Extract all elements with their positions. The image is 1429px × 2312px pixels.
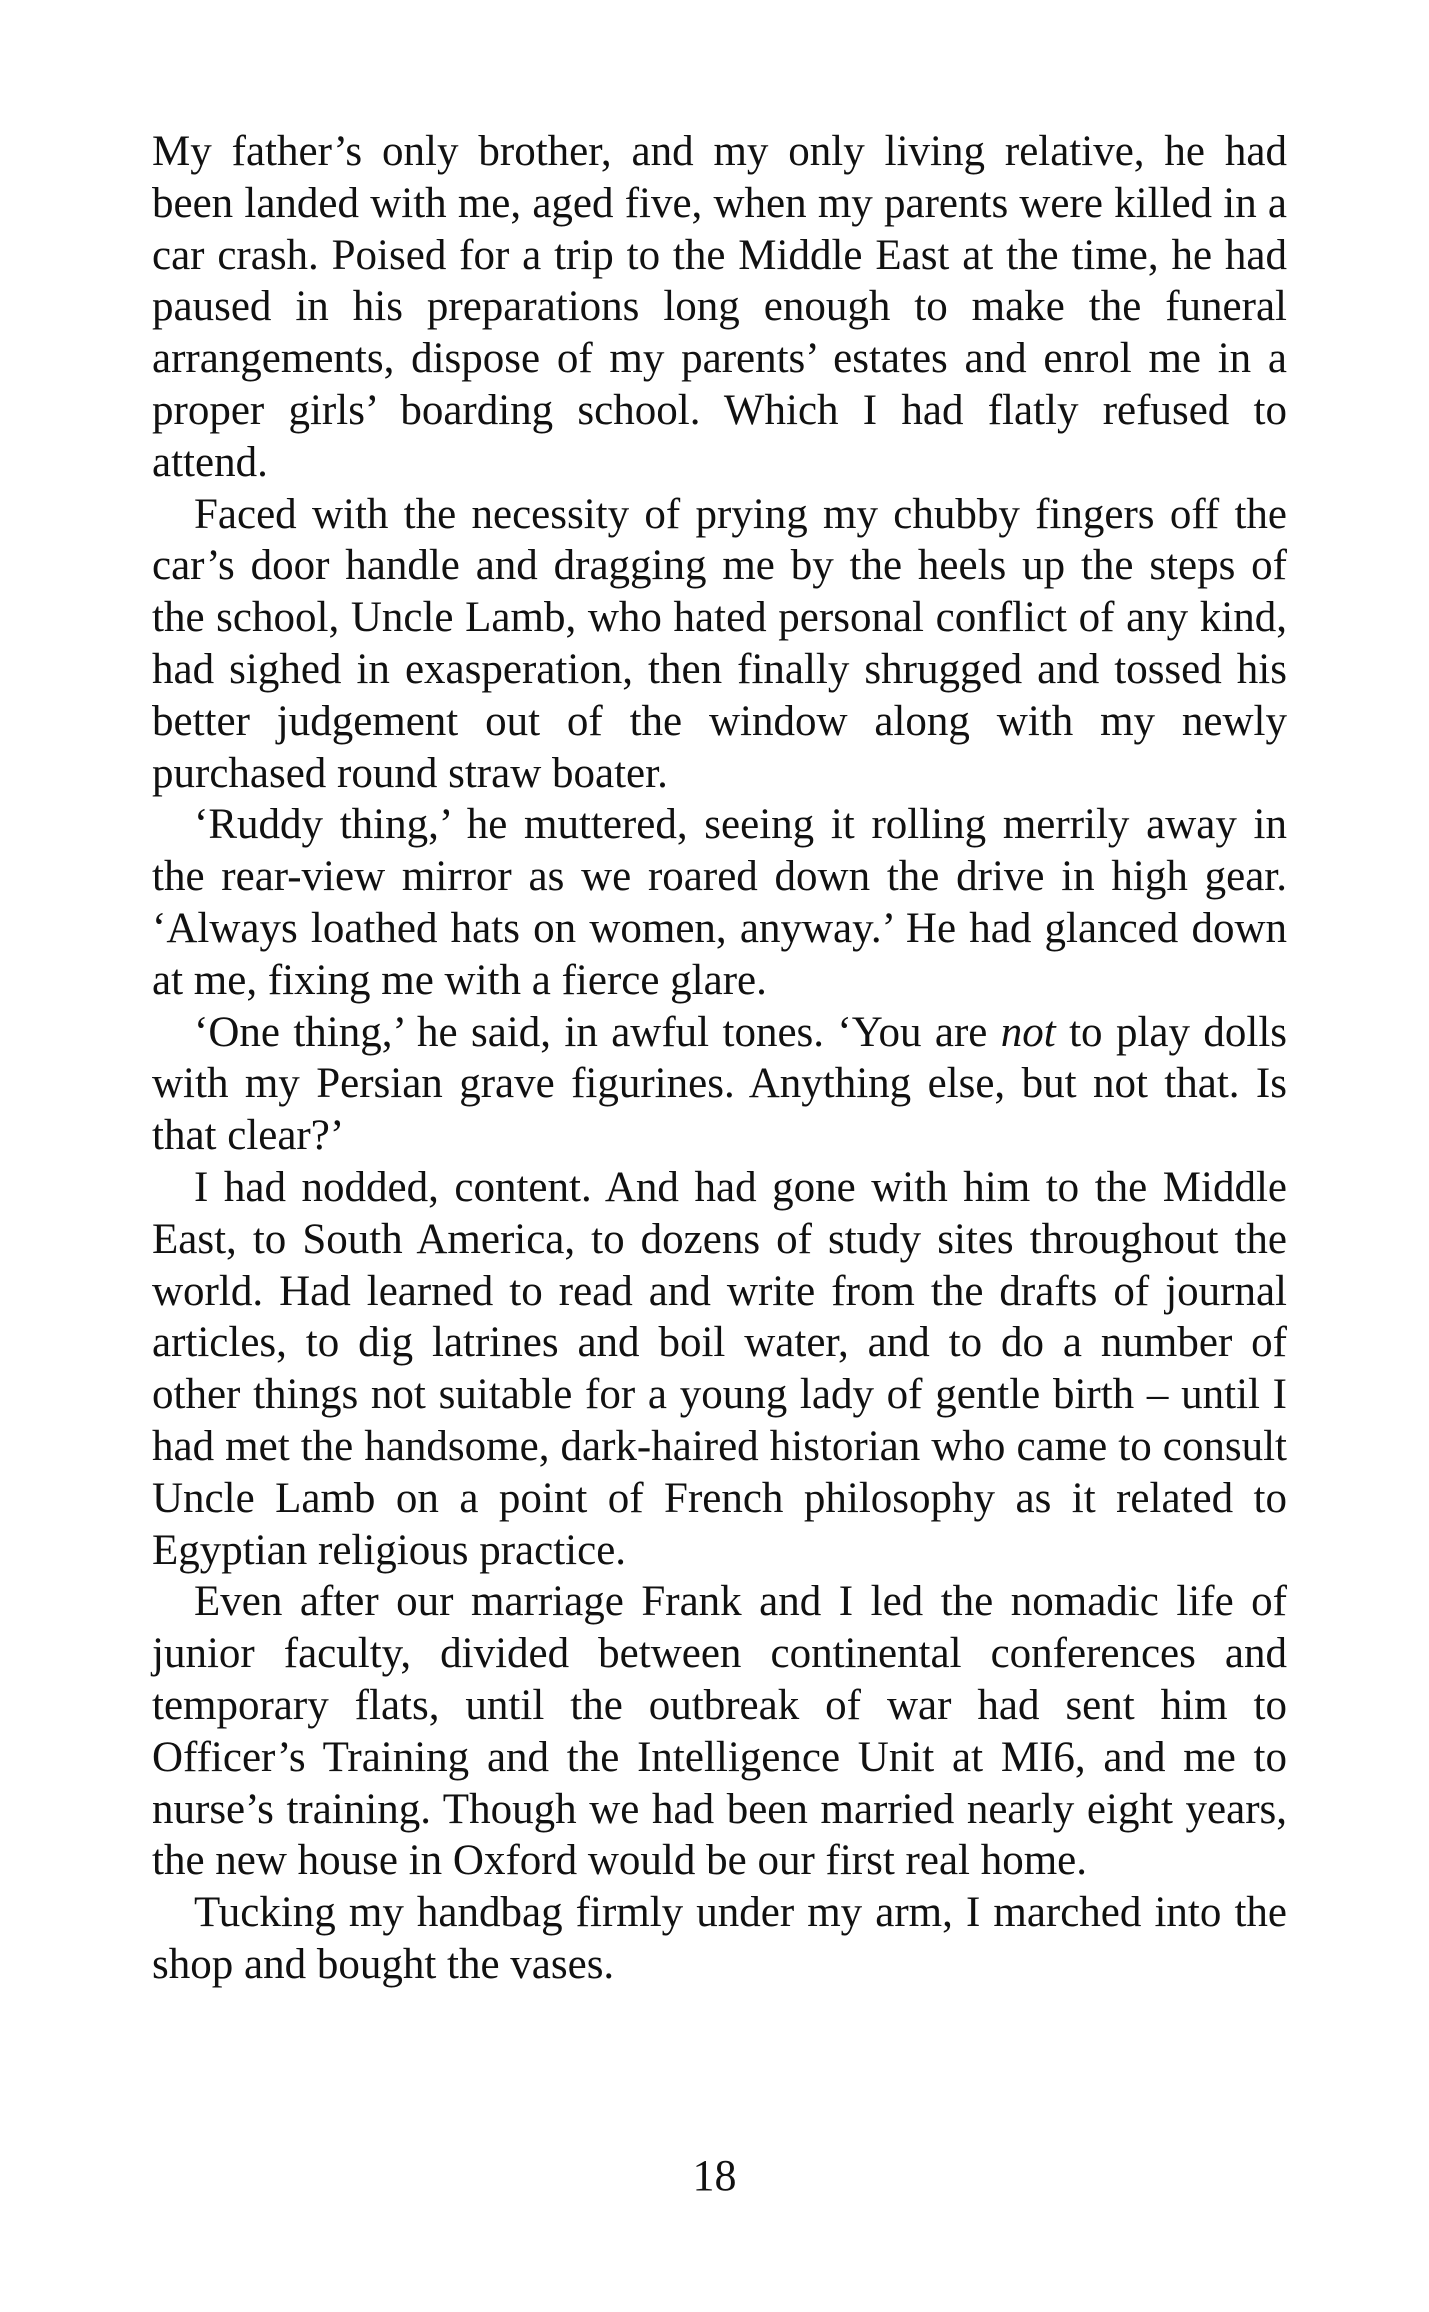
- paragraph-4-after: to play dolls with my Persian grave figurines. Anything else, but not that. Is that clear?’: [152, 1008, 1287, 1160]
- paragraph-5: I had nodded, content. And had gone with him to the Middle East, to South America, to dozens of study sites throughout the world. Had learned to read and write from the drafts of journal articles, to dig latrines and boil water, and to do a number of other things not suitable for a young lady of gentle birth – until I had met the handsome, dark-haired historian who came to consult Uncle Lamb on a point of French philosophy as it related to Egyptian religious practice.: [152, 1163, 1287, 1574]
- paragraph-7: Tucking my handbag firmly under my arm, I marched into the shop and bought the vases.: [152, 1889, 1287, 1988]
- body-text: [152, 126, 1287, 1991]
- paragraph-4: [152, 1007, 1287, 1162]
- paragraph-3: ‘Ruddy thing,’ he muttered, seeing it rolling merrily away in the rear-view mirror as we roared down the drive in high gear. ‘Always loathed hats on women, anyway.’ He had glanced down at me, fixing me with a fierce glare.: [152, 801, 1287, 1004]
- paragraph-6: Even after our marriage Frank and I led the nomadic life of junior faculty, divided between continental conferences and temporary flats, until the outbreak of war had sent him to Officer’s Training and the Intelligence Unit at MI6, and me to nurse’s training. Though we had been married nearly eight years, the new house in Oxford would be our first real home.: [152, 1578, 1287, 1885]
- paragraph-4-emphasis: not: [1000, 1008, 1056, 1056]
- page-number: 18: [692, 2151, 737, 2200]
- paragraph-1: My father’s only brother, and my only living relative, he had been landed with me, aged five, when my parents were killed in a car crash. Poised for a trip to the Middle East at the time, he had paused in his preparations long enough to make the funeral arrangements, dispose of my parents’ estates and enrol me in a proper girls’ boarding school. Which I had flatly refused to attend.: [152, 128, 1287, 486]
- paragraph-2: Faced with the necessity of prying my chubby fingers off the car’s door handle and dragging me by the heels up the steps of the school, Uncle Lamb, who hated personal conflict of any kind, had sighed in exasperation, then finally shrugged and tossed his better judgement out of the window along with my newly purchased round straw boater.: [152, 490, 1287, 797]
- paragraph-4-before: ‘One thing,’ he said, in awful tones. ‘You are: [194, 1008, 1001, 1056]
